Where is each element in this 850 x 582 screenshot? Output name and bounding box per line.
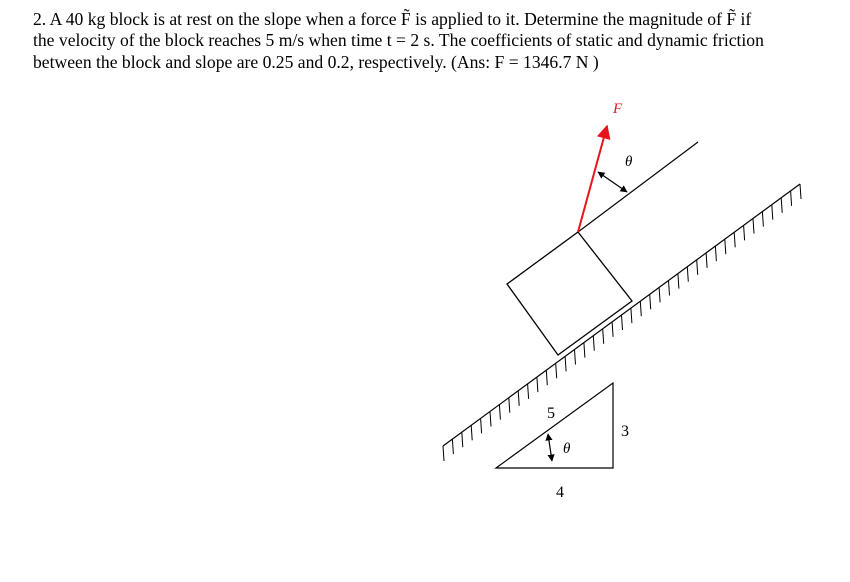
problem-line-2: the velocity of the block reaches 5 m/s when time t = 2 s. The coefficients of static and dynamic friction — [33, 30, 764, 51]
hatch-mark — [650, 294, 651, 309]
triangle-horizontal-label: 4 — [556, 484, 564, 501]
force-arrow — [578, 126, 607, 232]
triangle-angle-arrow — [548, 434, 552, 461]
ground-hatching — [443, 184, 801, 461]
hatch-mark — [772, 205, 773, 220]
hatch-mark — [706, 253, 707, 268]
hatch-mark — [744, 225, 745, 240]
hatch-mark — [565, 356, 566, 371]
hatch-mark — [603, 329, 604, 344]
hatch-mark — [452, 439, 453, 454]
hatch-mark — [791, 191, 792, 206]
hatch-mark — [715, 246, 716, 261]
problem-line-1: 2. A 40 kg block is at rest on the slope when a force F̃ is applied to it. Determine the magnitude of F̃ if — [33, 9, 752, 29]
hatch-mark — [528, 384, 529, 399]
hatch-mark — [462, 432, 463, 447]
hatch-mark — [612, 322, 613, 337]
triangle-hypotenuse-label: 5 — [547, 405, 555, 422]
force-label: F — [613, 101, 623, 117]
problem-line-3: between the block and slope are 0.25 and 0.2, respectively. (Ans: F = 1346.7 N ) — [33, 51, 599, 72]
hatch-mark — [481, 418, 482, 433]
hatch-mark — [443, 446, 444, 461]
hatch-mark — [781, 198, 782, 213]
hatch-mark — [499, 405, 500, 420]
hatch-mark — [753, 219, 754, 234]
slope-parallel-line — [578, 142, 698, 232]
hatch-mark — [678, 274, 679, 289]
hatch-mark — [556, 363, 557, 378]
hatch-mark — [471, 425, 472, 440]
hatch-mark — [537, 377, 538, 392]
triangle-angle-label: θ — [563, 441, 571, 457]
triangle-vertical-label: 3 — [621, 423, 629, 440]
hatch-mark — [669, 281, 670, 296]
hatch-mark — [509, 398, 510, 413]
hatch-mark — [593, 336, 594, 351]
hatch-mark — [490, 412, 491, 427]
slope-triangle — [496, 383, 613, 468]
hatch-mark — [575, 350, 576, 365]
hatch-mark — [734, 232, 735, 247]
hatch-mark — [659, 287, 660, 302]
hatch-mark — [697, 260, 698, 275]
hatch-mark — [725, 239, 726, 254]
hatch-mark — [622, 315, 623, 330]
hatch-mark — [687, 267, 688, 282]
force-angle-arrow — [598, 172, 627, 192]
hatch-mark — [518, 391, 519, 406]
hatch-mark — [640, 301, 641, 316]
hatch-mark — [631, 308, 632, 323]
hatch-mark — [800, 184, 801, 199]
force-angle-label: θ — [625, 154, 633, 170]
hatch-mark — [584, 343, 585, 358]
hatch-mark — [762, 212, 763, 227]
hatch-mark — [546, 370, 547, 385]
